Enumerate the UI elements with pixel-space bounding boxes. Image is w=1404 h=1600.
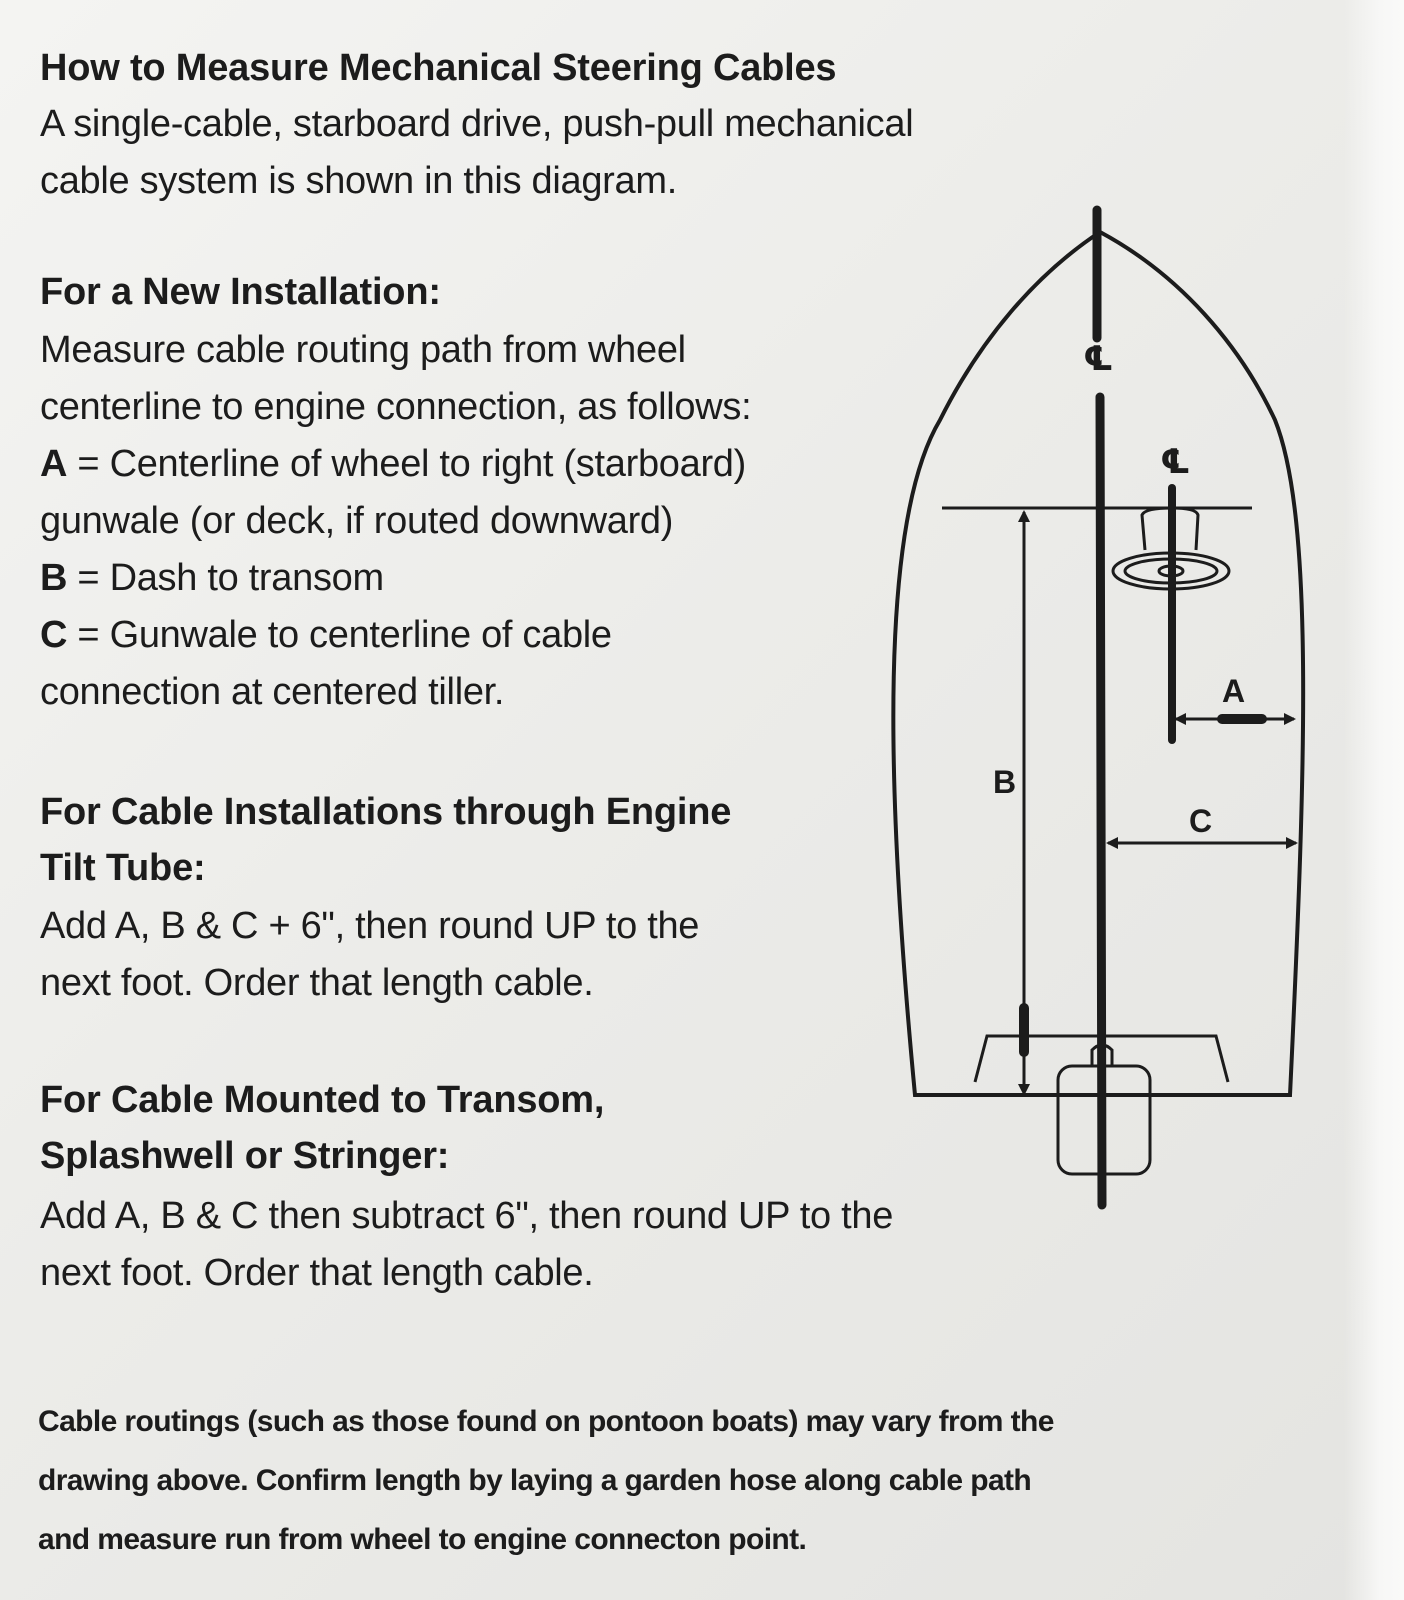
definition-text: = Centerline of wheel to right (starboard) bbox=[67, 443, 746, 485]
label-c: C bbox=[1189, 803, 1213, 839]
transom-heading-line: For Cable Mounted to Transom, bbox=[40, 1079, 605, 1121]
tilt-tube-heading-line: Tilt Tube: bbox=[40, 847, 206, 889]
definition-a-cont: gunwale (or deck, if routed downward) bbox=[40, 500, 674, 542]
definition-key: B bbox=[40, 557, 68, 599]
page-edge bbox=[1344, 0, 1404, 1600]
new-installation-heading: For a New Installation: bbox=[40, 271, 441, 313]
definition-text: = Dash to transom bbox=[67, 557, 384, 599]
intro-line: cable system is shown in this diagram. bbox=[40, 160, 677, 202]
new-installation-line: Measure cable routing path from wheel bbox=[40, 329, 686, 371]
transom-heading-line: Splashwell or Stringer: bbox=[40, 1135, 450, 1177]
centerline-main bbox=[1100, 397, 1102, 1205]
note-line: drawing above. Confirm length by laying a garden hose along cable path bbox=[38, 1464, 1032, 1497]
centerline-symbol: ℄ bbox=[1083, 340, 1114, 378]
tilt-tube-line: next foot. Order that length cable. bbox=[40, 962, 594, 1004]
definition-key: A bbox=[40, 443, 68, 485]
transom-line: Add A, B & C then subtract 6", then round UP to the bbox=[40, 1195, 894, 1237]
page-title: How to Measure Mechanical Steering Cables bbox=[40, 47, 837, 89]
wheel-centerline-symbol: ℄ bbox=[1160, 443, 1191, 481]
note-line: and measure run from wheel to engine connecton point. bbox=[38, 1523, 807, 1556]
label-b: B bbox=[993, 764, 1017, 800]
definition-c-cont: connection at centered tiller. bbox=[40, 671, 505, 713]
note-line: Cable routings (such as those found on pontoon boats) may vary from the bbox=[38, 1405, 1054, 1438]
new-installation-line: centerline to engine connection, as follows: bbox=[40, 386, 752, 428]
tilt-tube-heading-line: For Cable Installations through Engine bbox=[40, 791, 732, 833]
transom-line: next foot. Order that length cable. bbox=[40, 1252, 594, 1294]
intro-line: A single-cable, starboard drive, push-pull mechanical bbox=[40, 103, 914, 145]
definition-text: = Gunwale to centerline of cable bbox=[67, 614, 612, 656]
tilt-tube-line: Add A, B & C + 6", then round UP to the bbox=[40, 905, 700, 947]
definition-key: C bbox=[40, 614, 68, 656]
label-a: A bbox=[1222, 673, 1246, 709]
